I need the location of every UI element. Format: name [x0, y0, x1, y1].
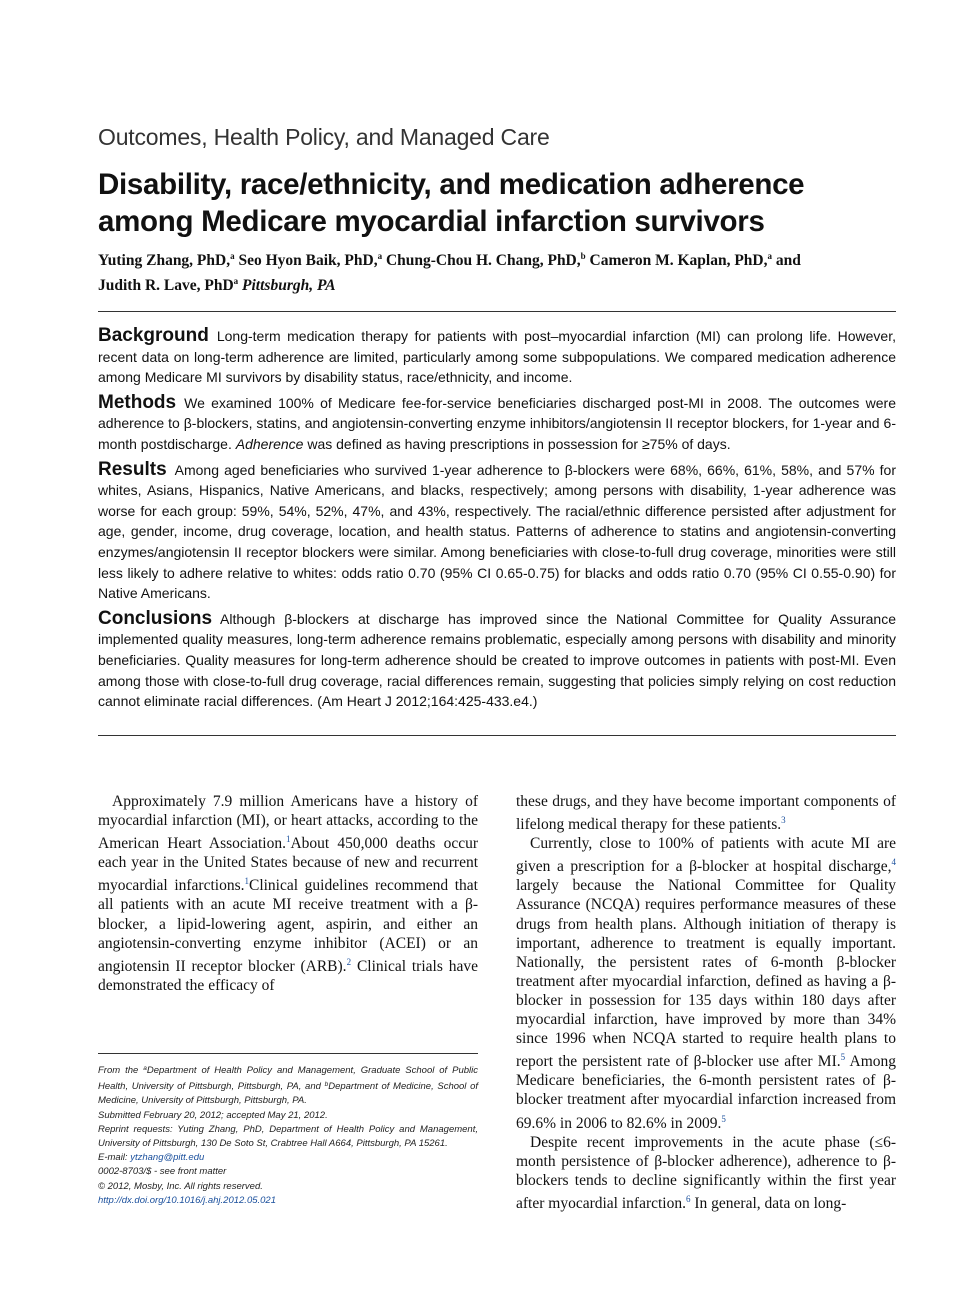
citation-link[interactable]: 2: [346, 956, 352, 967]
affiliation-marker: a: [143, 1065, 147, 1072]
citation-link[interactable]: 1: [244, 876, 249, 887]
citation-link[interactable]: 5: [840, 1052, 846, 1063]
submission-dates: Submitted February 20, 2012; accepted May 21, 2012.: [98, 1109, 328, 1121]
abstract-methods-label: Methods: [98, 391, 177, 413]
footnote-text: From the: [98, 1065, 139, 1076]
email-link[interactable]: ytzhang@pitt.edu: [130, 1152, 205, 1164]
affiliation-marker: b: [580, 251, 586, 261]
body-paragraph: [516, 792, 896, 834]
citation-link[interactable]: 5: [721, 1113, 726, 1124]
citation-link[interactable]: 3: [781, 815, 786, 826]
abstract: [98, 326, 896, 717]
author-name: Seo Hyon Baik, PhD,: [238, 252, 378, 269]
issn-line: 0002-8703/$ - see front matter: [98, 1166, 227, 1178]
abstract-conclusions: [98, 609, 896, 712]
citation-link[interactable]: 6: [686, 1193, 691, 1204]
body-text: Approximately 7.9 million Americans have a history of myocardial infarction (MI), or heart attacks, according to the American Heart Association.: [98, 793, 478, 853]
body-text: About 450,000 deaths occur each year in the United States because of new and recurrent myocardial infarctions.: [98, 835, 478, 895]
author-name: Cameron M. Kaplan, PhD,: [589, 252, 768, 269]
email-line: [98, 1151, 478, 1165]
abstract-methods-term: Adherence: [235, 435, 304, 452]
footnote-text: Department of Health Policy and Management, Graduate School of Public Health, University of Pittsburgh, Pittsburgh, PA, and: [98, 1065, 479, 1093]
doi-link[interactable]: http://dx.doi.org/10.1016/j.ahj.2012.05.021: [98, 1194, 276, 1206]
affiliation-marker: a: [377, 251, 383, 261]
body-text: Clinical trials have demonstrated the efficacy of: [98, 957, 478, 994]
body-column-left: [98, 792, 478, 995]
abstract-background-text: Long-term medication therapy for patients with post–myocardial infarction (MI) can prolong life. However, recent data on long-term adherence are limited, particularly among some subpopulations. We compared medication adherence among Medicare MI survivors by disability status, race/ethnicity, and income.: [98, 328, 896, 386]
body-column-right: [516, 792, 896, 1213]
copyright-line: © 2012, Mosby, Inc. All rights reserved.: [98, 1180, 263, 1192]
reprint-requests: Reprint requests: Yuting Zhang, PhD, Department of Health Policy and Management, University of Pittsburgh, 130 De Soto St, Crabtree Hall A664, Pittsburgh, PA 15261.: [98, 1123, 478, 1150]
abstract-methods-text-2: was defined as having prescriptions in possession for ≥75% of days.: [307, 435, 731, 452]
footnote-rule: [98, 1053, 478, 1054]
section-heading: Outcomes, Health Policy, and Managed Care: [98, 124, 550, 150]
body-text: Currently, close to 100% of patients with acute MI are given a prescription for a β-blocker at hospital discharge,: [516, 835, 896, 876]
abstract-background-label: Background: [98, 325, 209, 346]
footnotes: [98, 1062, 478, 1208]
abstract-results-label: Results: [98, 458, 167, 480]
body-text: these drugs, and they have become important components of lifelong medical therapy for these patients.: [516, 793, 896, 834]
abstract-background: [98, 326, 896, 388]
abstract-top-rule: [98, 311, 896, 312]
author-list: [98, 246, 898, 296]
affiliation-marker: a: [233, 276, 239, 286]
affiliation-note: [98, 1062, 478, 1109]
body-paragraph: [516, 834, 896, 1132]
abstract-methods-text: We examined 100% of Medicare fee-for-service beneficiaries discharged post-MI in 2008. The outcomes were adherence to β-blockers, statins, and angiotensin-converting enzyme inhibitors/angiotensin II receptor blockers, for 1-year and 6-month postdischarge.: [98, 394, 896, 452]
abstract-conclusions-text: Although β-blockers at discharge has improved since the National Committee for Quality Assurance implemented quality measures, long-term adherence remains problematic, especially among persons with disability and minority beneficiaries. Quality measures for long-term adherence should be created to improve outcomes in patients with post-MI. Even among those with close-to-full drug coverage, racial differences remain, suggesting that policies simply relying on cost reduction cannot eliminate racial differences. (Am Heart J 2012;164:425-433.e4.): [98, 610, 896, 710]
author-conjunction: and: [775, 252, 801, 269]
author-location: Pittsburgh, PA: [242, 277, 336, 294]
email-label: E-mail:: [98, 1152, 128, 1164]
body-text: largely because the National Committee for Quality Assurance (NCQA) requires performance measures of these drugs from health plans. Although initiation of therapy is important, adherence to treatment is equally important. Nationally, the persistent rates of 6-month β-blocker treatment after myocardial infarction, defined as having a β-blocker in possession for 135 days within 180 days after myocardial infarction, have improved by more than 34% since 1996 when NCQA started to require health plans to report the persistent rate of β-blocker use after MI.: [516, 877, 896, 1071]
body-text: Clinical guidelines recommend that all patients with an acute MI receive treatment with a β-blocker, a lipid-lowering agent, aspirin, and either an angiotensin-converting enzyme inhibitor (ACEI) or an angiotensin II receptor blocker (ARB).: [98, 877, 478, 975]
body-text: Among Medicare beneficiaries, the 6-month persistent rates of β-blocker treatment after myocardial infarction increased from 69.6% in 2006 to 82.6% in 2009.: [516, 1053, 896, 1132]
body-text: Despite recent improvements in the acute phase (≤6-month persistence of β-blocker adherence), adherence to β-blockers tends to decline significantly within the first year after myocardial infarction.: [516, 1133, 896, 1212]
author-name: Yuting Zhang, PhD,: [98, 252, 231, 269]
article-title: Disability, race/ethnicity, and medication adherence among Medicare myocardial infarction survivors: [98, 168, 805, 238]
citation-link[interactable]: 4: [891, 857, 896, 868]
abstract-conclusions-label: Conclusions: [98, 607, 213, 629]
abstract-methods: [98, 393, 896, 455]
author-name: Judith R. Lave, PhD: [98, 277, 234, 294]
body-paragraph: [516, 1133, 896, 1213]
abstract-results: [98, 460, 896, 604]
body-text: In general, data on long-: [694, 1194, 847, 1212]
affiliation-marker: a: [767, 251, 773, 261]
abstract-results-text: Among aged beneficiaries who survived 1-year adherence to β-blockers were 68%, 66%, 61%, 58%, and 57% for whites, Asians, Hispanics, Native Americans, and blacks, respectively; among persons with disability, 1-year adherence was worse for each group: 59%, 54%, 52%, 47%, and 43%, respectively. The racial/ethnic difference persisted after adjustment for age, gender, income, drug coverage, location, and health status. Patterns of adherence to statins and angiotensin-converting enzymes/angiotensin II receptor blockers were similar. Among beneficiaries with close-to-full drug coverage, minorities were still less likely to adhere relative to whites: odds ratio 0.70 (95% CI 0.65-0.75) for blacks and odds ratio 0.70 (95% CI 0.55-0.90) for Native Americans.: [98, 461, 896, 602]
affiliation-marker: b: [324, 1081, 329, 1089]
affiliation-marker: a: [230, 251, 235, 261]
citation-link[interactable]: 1: [285, 834, 291, 845]
footnote-text: Department of Medicine, School of Medicine, University of Pittsburgh, Pittsburgh, PA.: [98, 1081, 478, 1107]
body-paragraph: [98, 792, 478, 995]
author-name: Chung-Chou H. Chang, PhD,: [385, 252, 581, 269]
abstract-bottom-rule: [98, 735, 896, 736]
